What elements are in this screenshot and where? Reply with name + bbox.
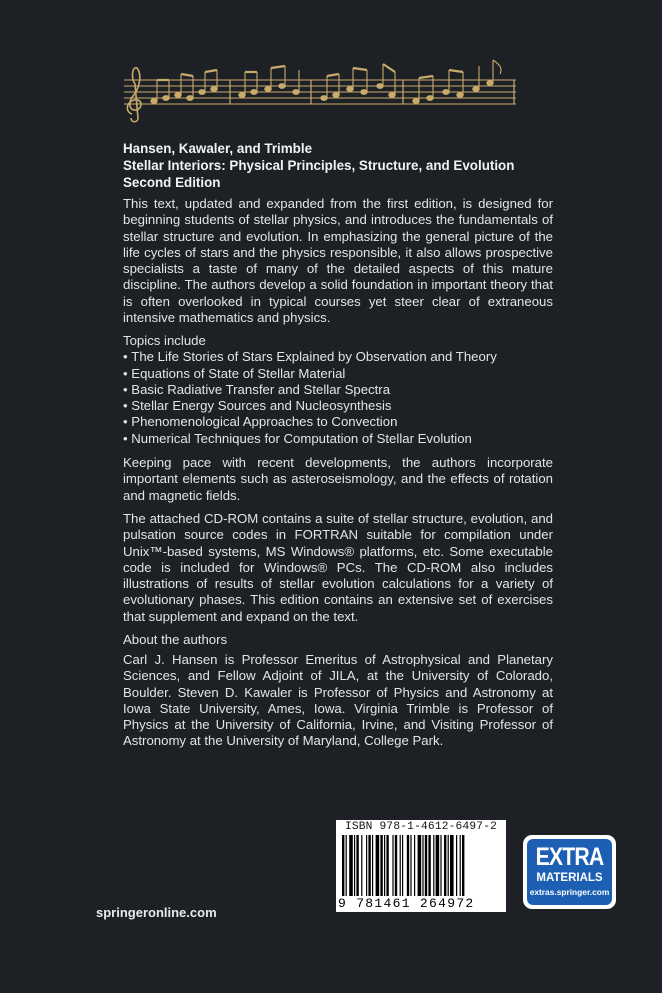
- notes: [151, 60, 501, 103]
- barcode-bar: [428, 835, 430, 899]
- topics-list: [123, 349, 553, 447]
- ean-digits: 9 781461 264972: [338, 896, 504, 911]
- topics-heading: Topics include: [123, 333, 206, 348]
- barcode-bar: [448, 835, 449, 899]
- barcode-bar: [462, 835, 464, 899]
- topic-item: • Phenomenological Approaches to Convection: [123, 414, 553, 430]
- barcode-bar: [450, 835, 454, 899]
- barcode-bar: [368, 835, 370, 899]
- badge-url-text: extras.springer.com: [529, 887, 610, 897]
- isbn-label: ISBN 978-1-4612-6497-2: [344, 821, 498, 833]
- extra-materials-badge[interactable]: [523, 835, 616, 909]
- barcode-bar: [456, 835, 457, 899]
- extra-materials-panel: [527, 839, 612, 905]
- barcode-bar: [414, 835, 415, 899]
- treble-clef: [127, 68, 141, 122]
- barcode-bar: [436, 835, 440, 899]
- barcode-bar: [410, 835, 411, 899]
- cdrom-paragraph: The attached CD-ROM contains a suite of stellar structure, evolution, and pulsation source codes in FORTRAN suitable for compilation under Unix™-based systems, MS Windows® platforms, etc. Some executable code is included for Windows® PCs. The CD-ROM also includes illustrations of results of stellar evolution calculations for a variety of evolutionary phases. This edition contains an extensive set of exercises that supplement and expand on the text.: [123, 511, 553, 624]
- about-authors-bio: Carl J. Hansen is Professor Emeritus of Astrophysical and Planetary Sciences, and Fellow Adjoint of JILA, at the University of Colorado, Boulder. Steven D. Kawaler is Professor of Physics and Astronomy at Iowa State University, Ames, Iowa. Virginia Trimble is Professor of Physics at the University of California, Irvine, and Visiting Professor of Astronomy at the University of Maryland, College Park.: [123, 652, 553, 749]
- staff-lines: [124, 80, 516, 104]
- barcode-bar: [372, 835, 373, 899]
- badge-materials-text: MATERIALS: [536, 872, 603, 884]
- barcode-bar: [422, 835, 423, 899]
- barcode-bar: [386, 835, 388, 899]
- barcode-bar: [440, 835, 441, 899]
- book-title-block: [123, 140, 563, 191]
- developments-paragraph: Keeping pace with recent developments, the authors incorporate important elements such as asteroseismology, and the effects of rotation and magnetic fields.: [123, 455, 553, 503]
- topic-item: • Equations of State of Stellar Material: [123, 366, 553, 382]
- barcode-bar: [425, 835, 427, 899]
- book-title: Stellar Interiors: Physical Principles, Structure, and Evolution: [123, 158, 515, 173]
- barcode-bar: [349, 835, 353, 899]
- barcode-bar: [354, 835, 355, 899]
- about-authors-heading: About the authors: [123, 632, 228, 647]
- barcode-bar: [460, 835, 461, 899]
- barcode-bar: [402, 835, 403, 899]
- topic-item: • Basic Radiative Transfer and Stellar Spectra: [123, 382, 553, 398]
- barcode-bar: [418, 835, 422, 899]
- barcode-bar: [395, 835, 397, 899]
- barcode-bar: [366, 835, 367, 899]
- barcode-bar: [346, 835, 347, 899]
- edition-line: Second Edition: [123, 175, 221, 190]
- badge-extra-text: EXTRA: [535, 843, 604, 871]
- barcode-bar: [384, 835, 385, 899]
- barcode-bar: [380, 835, 382, 899]
- barcode-bars: [342, 835, 500, 899]
- topic-item: • The Life Stories of Stars Explained by Observation and Theory: [123, 349, 553, 365]
- barcode-bar: [356, 835, 358, 899]
- barcode-bar: [361, 835, 362, 899]
- authors-line: Hansen, Kawaler, and Trimble: [123, 141, 313, 156]
- topic-item: • Numerical Techniques for Computation of Stellar Evolution: [123, 431, 553, 447]
- music-staff-illustration: [120, 56, 518, 126]
- isbn-barcode: [336, 820, 506, 912]
- topics-section: [123, 333, 553, 447]
- publisher-website[interactable]: springeronline.com: [96, 905, 217, 920]
- barcode-bar: [376, 835, 380, 899]
- barcode-bar: [444, 835, 446, 899]
- topic-item: • Stellar Energy Sources and Nucleosynthesis: [123, 398, 553, 414]
- barcode-bar: [400, 835, 401, 899]
- intro-paragraph: This text, updated and expanded from the first edition, is designed for beginning students of stellar physics, and introduces the fundamentals of stellar structure and evolution. In emphasizing the general picture of the life cycles of stars and the physics responsible, it also allows prospective specialists a taste of many of the detailed aspects of this mature discipline. The authors develop a solid foundation in important theory that is often overlooked in typical courses yet steer clear of extraneous intensive mathematics and physics.: [123, 196, 553, 326]
- barcode-bar: [407, 835, 409, 899]
- barcode-bar: [392, 835, 393, 899]
- barcode-bar: [342, 835, 344, 899]
- barcode-bar: [433, 835, 434, 899]
